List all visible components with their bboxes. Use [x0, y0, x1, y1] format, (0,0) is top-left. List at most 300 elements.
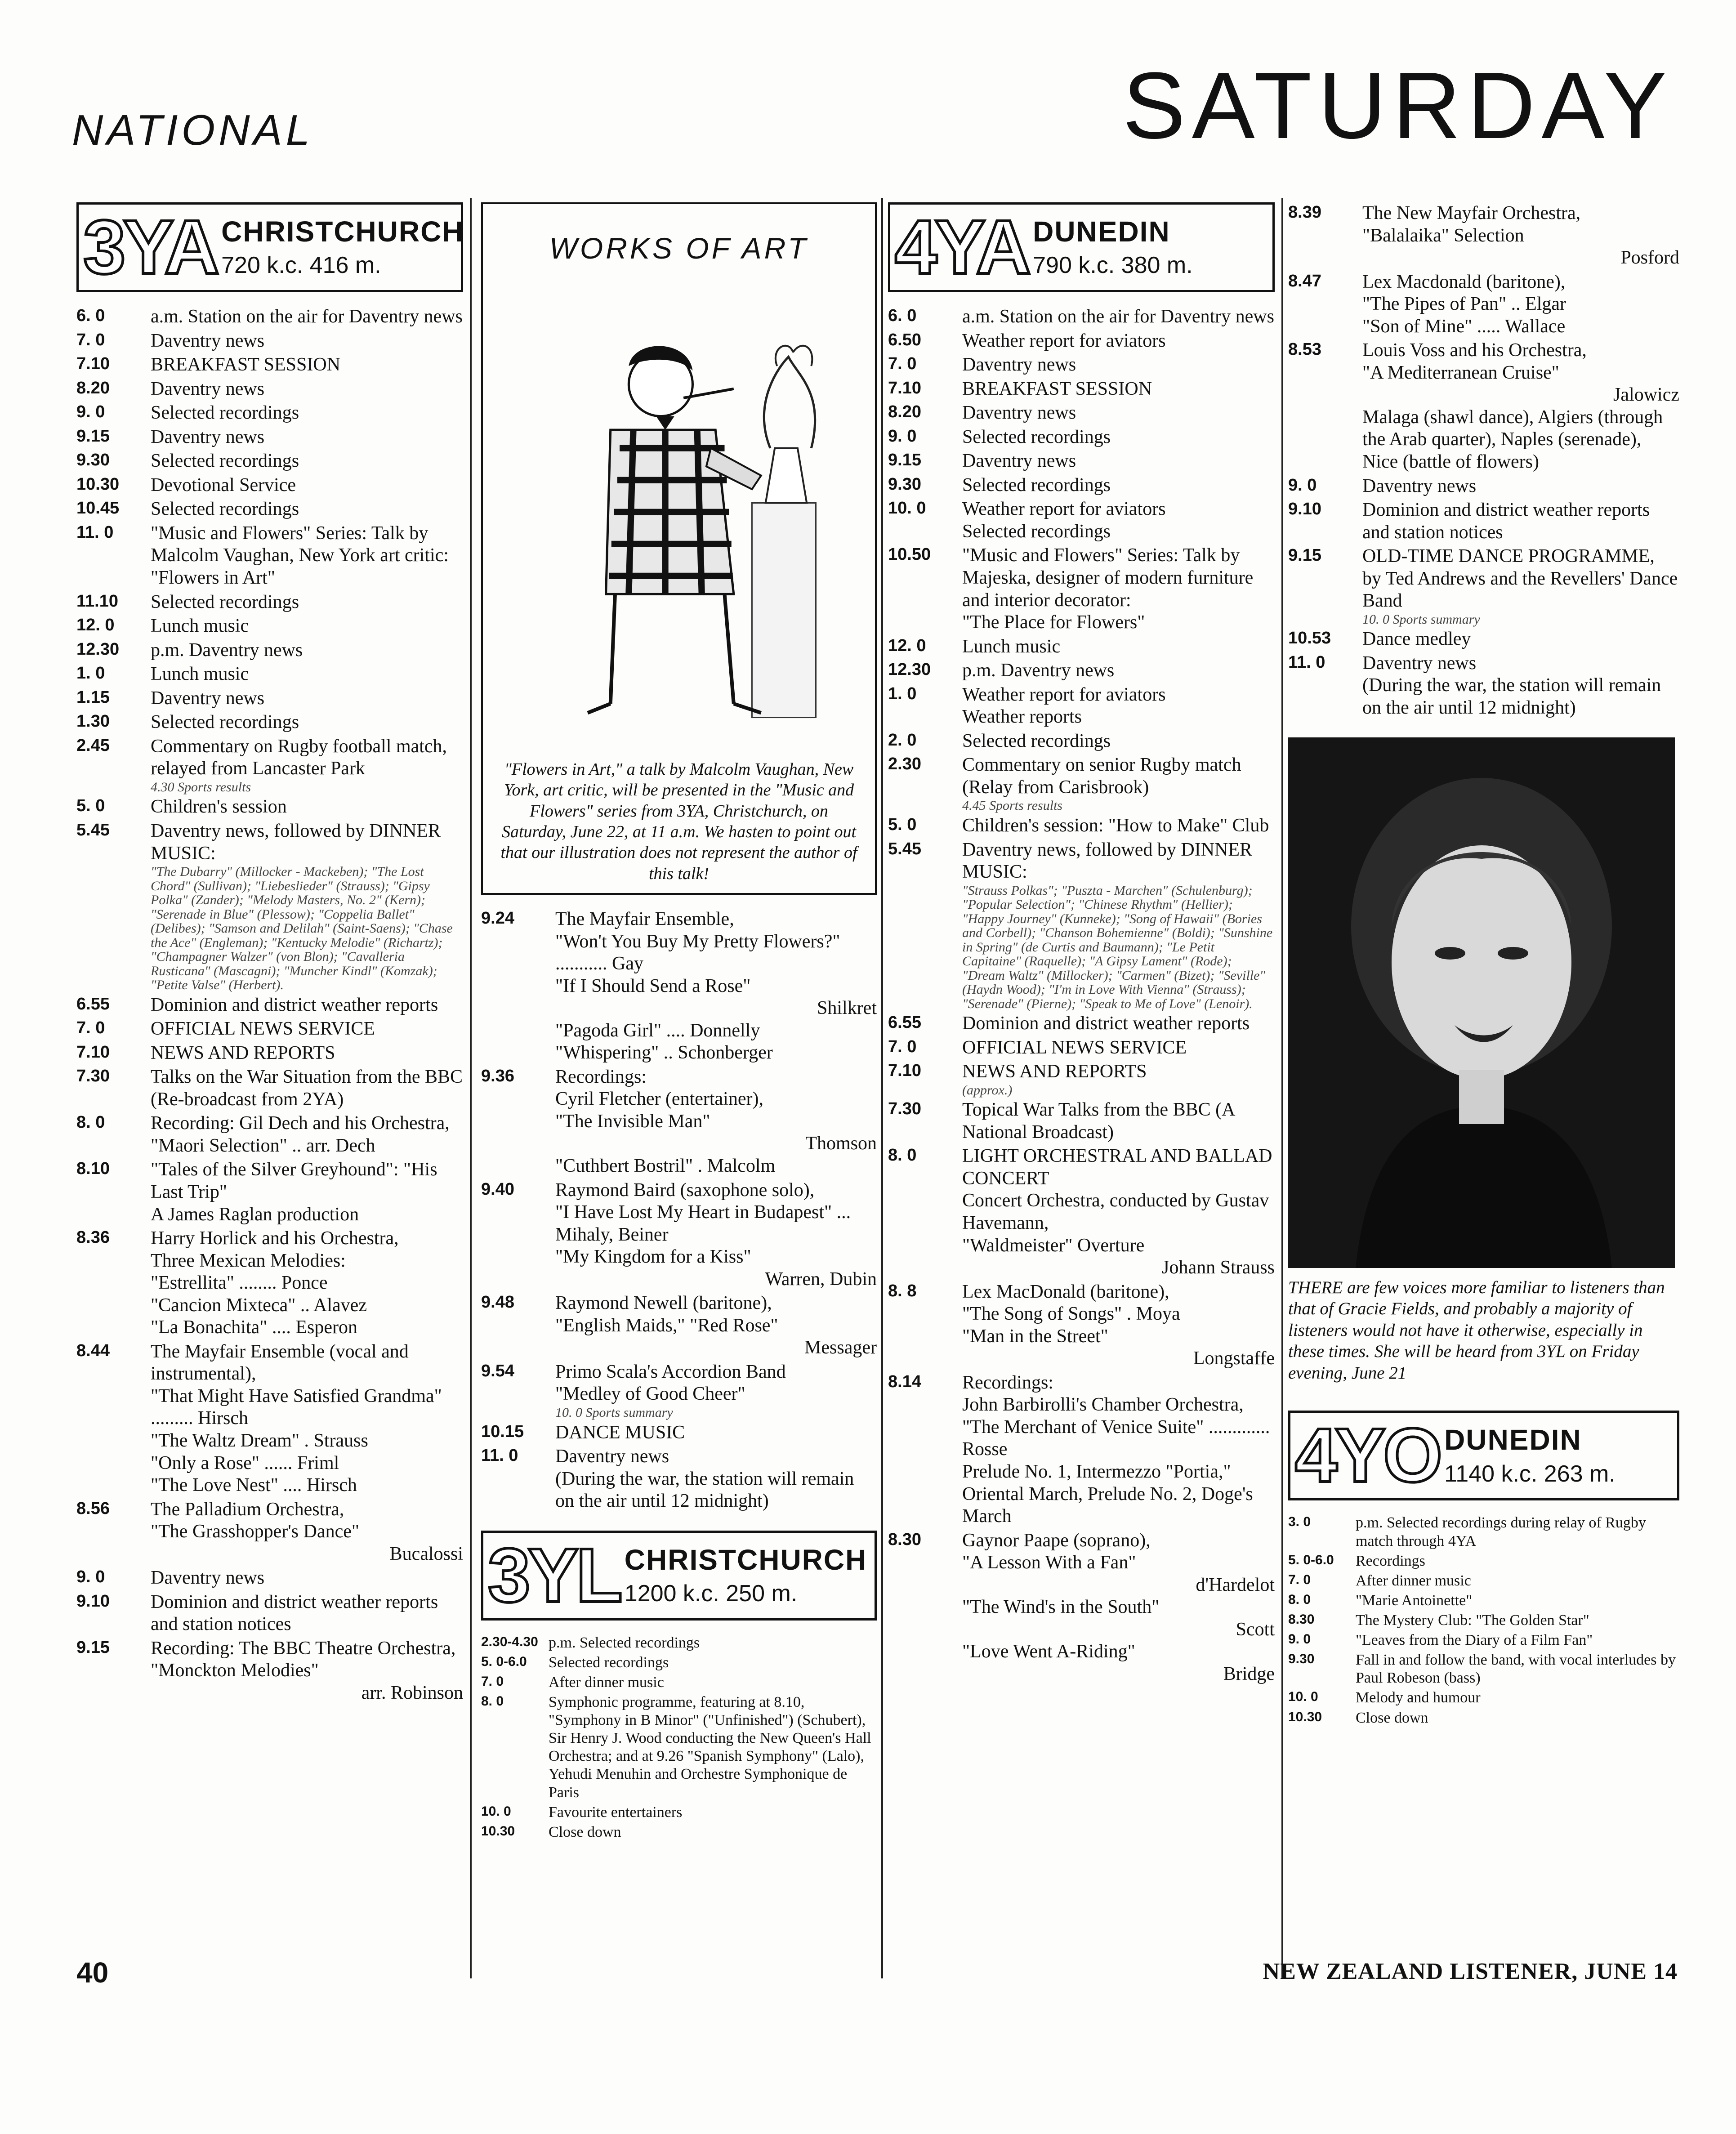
column-center	[481, 202, 877, 1843]
schedule-entry	[1288, 1592, 1679, 1610]
schedule-entry	[1288, 1709, 1679, 1727]
entry-time: 8.39	[1288, 203, 1321, 222]
entry-text: "The Pipes of Pan" .. Elgar	[1362, 294, 1566, 315]
entry-text: Gaynor Paape (soprano),	[962, 1530, 1151, 1551]
schedule-entry	[76, 450, 463, 473]
station-box-4ya	[888, 202, 1275, 292]
entry-note: 10. 0 Sports summary	[555, 1405, 673, 1420]
entry-text: BREAKFAST SESSION	[151, 354, 341, 375]
entry-time: 7.10	[76, 354, 110, 374]
schedule-entry	[888, 1145, 1275, 1279]
entry-time: 10.30	[481, 1823, 515, 1839]
station-box-3yl	[481, 1531, 877, 1621]
schedule-entry	[1288, 339, 1679, 473]
schedule-list	[481, 1634, 877, 1841]
entry-time: 8.53	[1288, 340, 1321, 359]
entry-time: 10.50	[888, 545, 931, 564]
entry-text: Malaga (shawl dance), Algiers (through the Arab quarter), Naples (serenade), Nice (battle of flowers)	[1362, 406, 1663, 473]
entry-text: "Love Went A-Riding"	[962, 1641, 1135, 1662]
station-city: CHRISTCHURCH	[624, 1543, 867, 1576]
entry-text: "Man in the Street"	[962, 1326, 1108, 1347]
entry-text: NEWS AND REPORTS	[151, 1042, 335, 1063]
schedule-entry	[1288, 1612, 1679, 1630]
entry-time: 6.55	[888, 1013, 921, 1032]
entry-text: "The Song of Songs" . Moya	[962, 1304, 1180, 1325]
entry-text: Daventry news	[151, 426, 265, 447]
entry-text: Daventry news	[151, 330, 265, 351]
entry-time: 8.10	[76, 1159, 110, 1179]
schedule-entry	[76, 591, 463, 614]
entry-text: "Monckton Melodies"	[151, 1660, 319, 1681]
entry-time: 11. 0	[1288, 652, 1325, 672]
schedule-entry	[76, 330, 463, 353]
entry-time: 11. 0	[76, 522, 114, 542]
entry-time: 9.24	[481, 909, 514, 928]
callsign: 3YA	[83, 205, 217, 290]
schedule-entry	[481, 1446, 877, 1513]
entry-text: Selected recordings	[151, 499, 299, 520]
schedule-entry	[76, 711, 463, 734]
schedule-entry	[888, 660, 1275, 682]
entry-text: After dinner music	[1356, 1572, 1471, 1589]
entry-text: Recordings	[1356, 1552, 1425, 1569]
entry-time: 12. 0	[888, 636, 926, 655]
entry-time: 8.44	[76, 1341, 110, 1360]
entry-text: Messager	[804, 1337, 877, 1358]
station-frequency: 1140 k.c. 263 m.	[1444, 1460, 1616, 1487]
entry-text: Talks on the War Situation from the BBC (Re-broadcast from 2YA)	[151, 1067, 463, 1110]
schedule-entry	[888, 730, 1275, 753]
schedule-entry	[1288, 475, 1679, 498]
works-title: WORKS OF ART	[549, 232, 809, 265]
entry-text: Scott	[1236, 1619, 1275, 1640]
entry-time: 10. 0	[888, 499, 926, 518]
entry-time: 1. 0	[888, 684, 917, 703]
entry-time: 9. 0	[888, 426, 917, 446]
entry-note: 4.45 Sports results	[962, 798, 1063, 813]
entry-time: 5. 0	[888, 815, 917, 834]
schedule-entry	[76, 639, 463, 662]
entry-note: "The Dubarry" (Millocker - Mackeben); "The Lost Chord" (Sullivan); "Liebeslieder" (Strauss); "Gipsy Polka" (Zander); "Melody Masters, No. 2" (Kern); "Serenade in Blue" (Plessow); "Coppelia Ballet" (Delibes); "Samson and Delilah" (Saint-Saens); "Chase the Ace" (Engleman); "Kentucky Melodie" (Richartz); "Champagner Walzer" (von Blon); "Cavalleria Rusticana" (Mascagni); "Muncher Kindl" (Komzak); "Petite Valse" (Herbert).	[151, 864, 453, 993]
schedule-entry	[1288, 628, 1679, 651]
entry-text: p.m. Selected recordings during relay of Rugby match through 4YA	[1356, 1514, 1646, 1549]
entry-text: "I Have Lost My Heart in Budapest" ... Mihaly, Beiner	[555, 1202, 851, 1245]
entry-time: 9.15	[76, 1638, 110, 1657]
entry-time: 9.15	[888, 451, 921, 470]
entry-text: A James Raglan production	[151, 1204, 359, 1225]
entry-text: Lunch music	[151, 664, 249, 685]
station-frequency: 790 k.c. 380 m.	[1033, 252, 1193, 279]
schedule-entry	[888, 402, 1275, 424]
entry-text: Johann Strauss	[1162, 1257, 1275, 1278]
entry-text: d'Hardelot	[1196, 1574, 1275, 1595]
schedule-entry	[481, 1804, 877, 1821]
entry-text: Daventry news, followed by DINNER MUSIC:	[151, 820, 441, 864]
schedule-entry	[1288, 1572, 1679, 1590]
schedule-list	[888, 306, 1275, 1685]
schedule-entry	[1288, 1651, 1679, 1687]
entry-text: After dinner music	[549, 1674, 664, 1691]
entry-time: 8.20	[888, 402, 921, 422]
entry-time: 8. 8	[888, 1281, 917, 1300]
entry-text: arr. Robinson	[361, 1682, 463, 1703]
entry-text: Dominion and district weather reports	[962, 1013, 1250, 1034]
entry-text: "Medley of Good Cheer"	[555, 1384, 745, 1405]
entry-text: Selected recordings	[151, 402, 299, 424]
entry-text: Bridge	[1223, 1663, 1275, 1684]
entry-time: 10. 0	[481, 1804, 511, 1819]
station-city: DUNEDIN	[1033, 215, 1170, 248]
entry-text: "The Love Nest" .... Hirsch	[151, 1475, 357, 1496]
entry-text: "The Place for Flowers"	[962, 612, 1145, 633]
entry-text: Bucalossi	[389, 1543, 463, 1564]
schedule-entry	[1288, 545, 1679, 626]
entry-text: Warren, Dubin	[765, 1268, 877, 1290]
schedule-entry	[76, 1638, 463, 1705]
entry-text: "The Wind's in the South"	[962, 1597, 1160, 1618]
entry-text: Recordings:	[555, 1066, 647, 1087]
schedule-entry	[481, 1823, 877, 1841]
entry-text: Weather reports	[962, 706, 1082, 728]
entry-text: "Pagoda Girl" .... Donnelly	[555, 1020, 760, 1041]
entry-time: 7.10	[888, 378, 921, 397]
entry-text: Three Mexican Melodies:	[151, 1250, 346, 1271]
entry-text: p.m. Daventry news	[151, 639, 303, 661]
entry-time: 7.10	[888, 1061, 921, 1080]
photo-caption: THERE are few voices more familiar to listeners than that of Gracie Fields, and probably a majority of listeners would not have it otherwise, especially in these times. She will be heard from 3YL on Friday evening, June 21	[1288, 1277, 1665, 1383]
schedule-entry	[888, 839, 1275, 1011]
entry-text: Primo Scala's Accordion Band	[555, 1361, 786, 1382]
entry-time: 5. 0	[76, 796, 105, 816]
schedule-entry	[76, 378, 463, 401]
station-frequency: 720 k.c. 416 m.	[221, 252, 381, 279]
entry-text: Selected recordings	[151, 591, 299, 612]
entry-time: 5.45	[76, 820, 110, 839]
schedule-entry	[481, 1693, 877, 1802]
schedule-entry	[76, 426, 463, 449]
entry-time: 10.45	[76, 499, 120, 518]
entry-time: 6.50	[888, 330, 921, 349]
entry-text: "The Grasshopper's Dance"	[151, 1521, 360, 1542]
schedule-entry	[76, 1042, 463, 1065]
entry-time: 6. 0	[76, 306, 105, 325]
schedule-entry	[76, 994, 463, 1017]
entry-time: 10.30	[76, 474, 120, 494]
entry-time: 8. 0	[1288, 1592, 1311, 1607]
schedule-entry	[481, 1179, 877, 1291]
entry-text: Thomson	[805, 1133, 877, 1154]
entry-text: "Estrellita" ........ Ponce	[151, 1272, 328, 1294]
station-city: CHRISTCHURCH	[221, 215, 464, 248]
entry-time: 12. 0	[76, 616, 115, 635]
entry-text: Concert Orchestra, conducted by Gustav Havemann,	[962, 1190, 1269, 1233]
schedule-list	[1288, 1514, 1679, 1727]
entry-text: DANCE MUSIC	[555, 1422, 685, 1443]
schedule-entry	[888, 1530, 1275, 1686]
entry-text: Lex Macdonald (baritone),	[1362, 271, 1566, 292]
column-3ya	[76, 202, 463, 1706]
column-rule	[881, 198, 883, 1978]
schedule-entry	[888, 306, 1275, 328]
day-heading: SATURDAY	[1122, 53, 1673, 158]
entry-time: 9.15	[76, 426, 110, 446]
schedule-entry	[481, 1066, 877, 1178]
entry-text: Lunch music	[151, 616, 249, 637]
entry-text: Louis Voss and his Orchestra,	[1362, 340, 1587, 361]
schedule-entry	[481, 908, 877, 1064]
entry-text: OFFICIAL NEWS SERVICE	[962, 1037, 1187, 1058]
entry-time: 9.10	[1288, 500, 1321, 519]
entry-text: The Mayfair Ensemble,	[555, 909, 734, 929]
schedule-entry	[888, 426, 1275, 449]
entry-text: Selected recordings	[962, 474, 1111, 496]
entry-time: 10. 0	[1288, 1689, 1318, 1705]
column-rule	[470, 198, 472, 1978]
entry-text: "Balalaika" Selection	[1362, 225, 1524, 246]
entry-text: Close down	[1356, 1709, 1428, 1726]
schedule-entry	[76, 796, 463, 818]
page-number: 40	[76, 1956, 109, 1989]
entry-text: "Music and Flowers" Series: Talk by Malcolm Vaughan, New York art critic:	[151, 522, 449, 566]
entry-text: Fall in and follow the band, with vocal interludes by Paul Robeson (bass)	[1356, 1652, 1676, 1687]
entry-text: "The Waltz Dream" . Strauss	[151, 1430, 368, 1451]
entry-time: 1. 0	[76, 664, 105, 683]
schedule-entry	[481, 1674, 877, 1692]
station-city: DUNEDIN	[1444, 1424, 1582, 1456]
schedule-entry	[76, 688, 463, 710]
entry-text: "Music and Flowers" Series: Talk by Majeska, designer of modern furniture and interior decorator:	[962, 545, 1254, 611]
entry-time: 6. 0	[888, 306, 917, 325]
schedule-entry	[888, 330, 1275, 353]
schedule-entry	[481, 1422, 877, 1444]
schedule-entry	[76, 402, 463, 424]
schedule-entry	[888, 1281, 1275, 1370]
schedule-entry	[1288, 1631, 1679, 1649]
entry-time: 7. 0	[888, 1037, 917, 1056]
entry-time: 2.30	[888, 754, 921, 774]
entry-text: "Only a Rose" ...... Friml	[151, 1452, 339, 1473]
entry-text: "If I Should Send a Rose"	[555, 975, 751, 996]
schedule-entry	[76, 663, 463, 686]
schedule-entry	[481, 1654, 877, 1672]
entry-text: Close down	[549, 1823, 621, 1840]
entry-text: Selected recordings	[962, 730, 1111, 751]
entry-text: by Ted Andrews and the Revellers' Dance Band	[1362, 568, 1678, 612]
schedule-entry	[76, 1159, 463, 1226]
entry-text: Recording: Gil Dech and his Orchestra,	[151, 1113, 450, 1134]
portrait-photo	[1288, 737, 1675, 1268]
schedule-entry	[1288, 652, 1679, 719]
entry-text: The Palladium Orchestra,	[151, 1499, 344, 1520]
entry-text: "Cancion Mixteca" .. Alavez	[151, 1295, 367, 1316]
entry-time: 7. 0	[76, 330, 105, 349]
station-box-4yo	[1288, 1411, 1679, 1500]
entry-time: 5.45	[888, 839, 921, 858]
entry-text: Shilkret	[817, 998, 877, 1019]
entry-text: "The Invisible Man"	[555, 1111, 710, 1132]
schedule-entry	[76, 1066, 463, 1111]
schedule-entry	[76, 1499, 463, 1566]
entry-time: 12.30	[888, 660, 931, 679]
entry-time: 9. 0	[76, 1567, 105, 1587]
entry-text: The New Mayfair Orchestra,	[1362, 203, 1581, 223]
schedule-entry	[888, 636, 1275, 658]
entry-text: Daventry news	[962, 354, 1076, 375]
schedule-entry	[888, 1061, 1275, 1097]
schedule-entry	[76, 1112, 463, 1157]
entry-time: 9. 0	[1288, 475, 1317, 495]
entry-time: 9.40	[481, 1179, 514, 1199]
entry-text: The Mayfair Ensemble (vocal and instrumental),	[151, 1341, 409, 1384]
entry-time: 9.10	[76, 1591, 110, 1611]
schedule-entry	[76, 474, 463, 497]
entry-note: "Strauss Polkas"; "Puszta - Marchen" (Schulenburg); "Popular Selection"; "Chinese Rhythm" (Hellier); "Happy Journey" (Kunneke); "Song of Hawaii" (Bories and Corbell); "Chanson Bohemienne" (Boldi); "Sunshine in Spring" (de Curtis and Baumann); "Le Petit Capitaine" (Raquelle); "A Gipsy Lament" (Rode); "Dream Waltz" (Millocker); "Carmen" (Bizet); "Seville" (Haydn Wood); "I'm in Love With Vienna" (Strauss); "Serenade" (Pierne); "Speak to Me of Love" (Lenoir).	[962, 883, 1273, 1011]
entry-time: 9.30	[1288, 1652, 1315, 1667]
entry-time: 1.30	[76, 712, 110, 731]
entry-text: "English Maids," "Red Rose"	[555, 1315, 778, 1336]
entry-text: Daventry news, followed by DINNER MUSIC:	[962, 839, 1253, 883]
cartoon-illustration	[496, 274, 861, 759]
entry-time: 10.15	[481, 1422, 524, 1441]
schedule-entry	[888, 1013, 1275, 1035]
entry-text: "A Mediterranean Cruise"	[1362, 362, 1559, 383]
schedule-entry	[76, 306, 463, 328]
entry-text: Daventry news	[962, 402, 1076, 424]
entry-time: 7.30	[76, 1067, 110, 1086]
entry-time: 9.36	[481, 1066, 514, 1085]
schedule-list	[481, 908, 877, 1513]
entry-text: Weather report for aviators	[962, 499, 1166, 520]
entry-time: 8.14	[888, 1372, 921, 1391]
entry-time: 6.55	[76, 994, 110, 1013]
entry-text: Children's session	[151, 796, 287, 817]
entry-text: Selected recordings	[962, 426, 1111, 447]
entry-text: Selected recordings	[151, 451, 299, 472]
entry-text: Dominion and district weather reports and station notices	[1362, 500, 1650, 543]
entry-time: 5. 0-6.0	[1288, 1552, 1334, 1567]
entry-text: Weather report for aviators	[962, 684, 1166, 705]
entry-text: Raymond Newell (baritone),	[555, 1293, 772, 1314]
entry-text: Daventry news	[1362, 475, 1477, 496]
entry-time: 9.54	[481, 1361, 514, 1380]
callsign: 4YO	[1295, 1413, 1440, 1499]
schedule-entry	[888, 450, 1275, 473]
entry-text: Daventry news	[555, 1446, 669, 1467]
entry-text: "La Bonachita" .... Esperon	[151, 1317, 357, 1338]
schedule-entry	[1288, 1689, 1679, 1707]
entry-text: Weather report for aviators	[962, 330, 1166, 351]
entry-text: "Whispering" .. Schonberger	[555, 1042, 773, 1063]
entry-text: p.m. Selected recordings	[549, 1634, 700, 1651]
entry-text: Commentary on Rugby football match, relayed from Lancaster Park	[151, 736, 447, 779]
entry-text: LIGHT ORCHESTRAL AND BALLAD CONCERT	[962, 1146, 1272, 1189]
entry-text: "Waldmeister" Overture	[962, 1235, 1145, 1256]
entry-text: Dominion and district weather reports	[151, 994, 438, 1015]
schedule-entry	[76, 1228, 463, 1339]
entry-text: Prelude No. 1, Intermezzo "Portia," Oriental March, Prelude No. 2, Doge's March	[962, 1461, 1253, 1527]
schedule-entry	[888, 815, 1275, 837]
schedule-entry	[481, 1361, 877, 1420]
schedule-entry	[481, 1634, 877, 1652]
entry-text: Daventry news	[151, 1567, 265, 1589]
entry-text: Dominion and district weather reports and station notices	[151, 1591, 438, 1635]
entry-text: Favourite entertainers	[549, 1804, 683, 1821]
entry-time: 9. 0	[76, 402, 105, 422]
schedule-entry	[76, 820, 463, 992]
entry-time: 3. 0	[1288, 1514, 1311, 1530]
entry-text: "Maori Selection" .. arr. Dech	[151, 1135, 375, 1156]
entry-text: Lex MacDonald (baritone),	[962, 1281, 1169, 1302]
works-caption: "Flowers in Art," a talk by Malcolm Vaughan, New York, art critic, will be presented in the "Music and Flowers" series from 3YA, Christchurch, on Saturday, June 22, at 11 a.m. We hasten to point out that our illustration does not represent the author of this talk!	[500, 759, 857, 883]
entry-time: 8.30	[1288, 1612, 1315, 1627]
schedule-entry	[888, 684, 1275, 728]
schedule-list	[1288, 202, 1679, 719]
entry-text: BREAKFAST SESSION	[962, 378, 1152, 399]
schedule-entry	[76, 498, 463, 521]
entry-text: Topical War Talks from the BBC (A National Broadcast)	[962, 1099, 1235, 1143]
entry-time: 7. 0	[1288, 1572, 1311, 1587]
schedule-entry	[1288, 499, 1679, 544]
callsign: 3YL	[488, 1532, 620, 1618]
entry-time: 8.56	[76, 1499, 110, 1518]
callsign: 4YA	[895, 205, 1029, 290]
entry-text: "That Might Have Satisfied Grandma" ......... Hirsch	[151, 1385, 442, 1429]
entry-time: 8. 0	[76, 1113, 105, 1132]
publication-line: NEW ZEALAND LISTENER, JUNE 14	[1263, 1959, 1678, 1984]
entry-text: "Son of Mine" ..... Wallace	[1362, 316, 1566, 337]
entry-note: 10. 0 Sports summary	[1362, 612, 1480, 627]
entry-time: 8. 0	[888, 1146, 917, 1165]
entry-text: a.m. Station on the air for Daventry news	[151, 306, 463, 327]
schedule-entry	[76, 354, 463, 376]
schedule-entry	[76, 1018, 463, 1040]
entry-time: 5. 0-6.0	[481, 1654, 527, 1669]
entry-text: (During the war, the station will remain on the air until 12 midnight)	[1362, 675, 1661, 718]
entry-text: NEWS AND REPORTS	[962, 1061, 1147, 1082]
entry-note: (approx.)	[962, 1082, 1013, 1098]
entry-time: 11. 0	[481, 1446, 518, 1465]
schedule-entry	[888, 1372, 1275, 1528]
entry-text: Selected recordings	[962, 521, 1111, 542]
works-of-art-box	[481, 202, 877, 895]
schedule-entry	[888, 754, 1275, 813]
entry-time: 7. 0	[888, 354, 917, 374]
entry-time: 2. 0	[888, 730, 917, 750]
schedule-entry	[76, 1341, 463, 1497]
entry-time: 9.48	[481, 1293, 514, 1312]
station-box-3ya	[76, 202, 463, 292]
schedule-entry	[888, 378, 1275, 401]
schedule-entry	[76, 736, 463, 795]
entry-text: "A Lesson With a Fan"	[962, 1552, 1136, 1573]
schedule-entry	[888, 1037, 1275, 1059]
schedule-entry	[888, 354, 1275, 376]
entry-time: 9.30	[888, 474, 921, 494]
entry-text: Daventry news	[151, 688, 265, 709]
entry-text: Daventry news	[151, 378, 265, 399]
entry-time: 11.10	[76, 591, 118, 611]
column-4ya	[888, 202, 1275, 1687]
schedule-entry	[76, 1567, 463, 1589]
entry-text: (During the war, the station will remain on the air until 12 midnight)	[555, 1468, 854, 1512]
section-label: NATIONAL	[72, 106, 313, 154]
entry-text: Jalowicz	[1613, 384, 1679, 406]
column-right	[1288, 202, 1679, 1729]
schedule-entry	[888, 474, 1275, 497]
schedule-entry	[76, 522, 463, 589]
entry-text: Melody and humour	[1356, 1689, 1481, 1706]
entry-text: Recordings:	[962, 1372, 1053, 1393]
